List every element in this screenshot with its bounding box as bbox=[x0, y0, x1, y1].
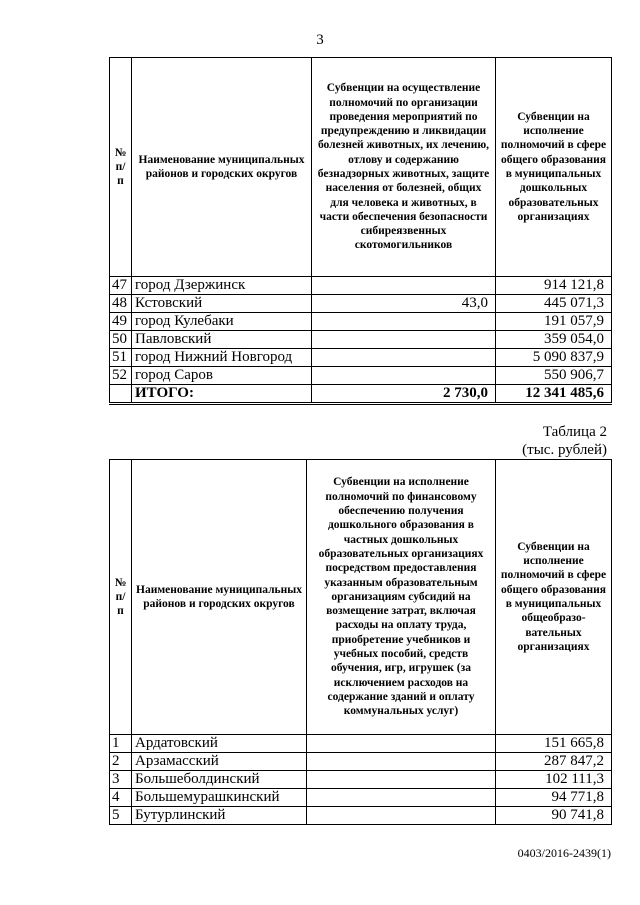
row-num: 47 bbox=[110, 277, 132, 295]
row-num: 49 bbox=[110, 313, 132, 331]
row-col1 bbox=[307, 771, 496, 789]
table-2-caption bbox=[522, 423, 607, 459]
table-row bbox=[110, 349, 612, 367]
row-num: 5 bbox=[110, 807, 132, 825]
row-name: город Кулебаки bbox=[132, 313, 312, 331]
row-name: Арзамасский bbox=[132, 753, 307, 771]
row-num: 1 bbox=[110, 735, 132, 753]
row-name: Кстовский bbox=[132, 295, 312, 313]
total-row bbox=[110, 385, 612, 404]
row-col1 bbox=[312, 277, 496, 295]
row-col2: 359 054,0 bbox=[496, 331, 612, 349]
row-col1 bbox=[312, 331, 496, 349]
table-row bbox=[110, 313, 612, 331]
row-col2: 445 071,3 bbox=[496, 295, 612, 313]
table-row bbox=[110, 735, 612, 753]
table-2-header bbox=[110, 460, 612, 735]
row-col1 bbox=[307, 735, 496, 753]
header-col1: Субвенции на исполнение полномочий по финансовому обеспечению получения дошкольного образования в частных дошкольных образовательных организациях посредством предоставления указанным образовательным организациям субсидий на возмещение затрат, включая расходы на оплату труда, приобретение учебников и учебных пособий, средств обучения, игр, игрушек (за исключением расходов на содержание зданий и оплату коммунальных услуг) bbox=[307, 460, 496, 735]
header-col2: Субвенции на исполнение полномочий в сфере общего образования в муниципальных общеобразо-вательных организациях bbox=[496, 460, 612, 735]
row-name: Большемурашкинский bbox=[132, 789, 307, 807]
header-num: № п/п bbox=[110, 58, 132, 277]
row-name: Ардатовский bbox=[132, 735, 307, 753]
row-col2: 287 847,2 bbox=[496, 753, 612, 771]
row-name: город Нижний Новгород bbox=[132, 349, 312, 367]
row-name: Большеболдинский bbox=[132, 771, 307, 789]
total-label: ИТОГО: bbox=[132, 385, 312, 404]
table-2-units: (тыс. рублей) bbox=[522, 442, 607, 458]
table-row bbox=[110, 277, 612, 295]
table-row bbox=[110, 807, 612, 825]
total-col1: 2 730,0 bbox=[312, 385, 496, 404]
row-col2: 102 111,3 bbox=[496, 771, 612, 789]
table-2 bbox=[109, 459, 612, 825]
row-col2: 94 771,8 bbox=[496, 789, 612, 807]
row-name: город Саров bbox=[132, 367, 312, 385]
row-name: город Дзержинск bbox=[132, 277, 312, 295]
row-col2: 90 741,8 bbox=[496, 807, 612, 825]
row-col1 bbox=[307, 807, 496, 825]
row-num: 48 bbox=[110, 295, 132, 313]
header-name: Наименование муниципальных районов и городских округов bbox=[132, 58, 312, 277]
total-col2: 12 341 485,6 bbox=[496, 385, 612, 404]
table-row bbox=[110, 331, 612, 349]
row-col1 bbox=[312, 313, 496, 331]
row-col2: 5 090 837,9 bbox=[496, 349, 612, 367]
row-num: 51 bbox=[110, 349, 132, 367]
row-col1 bbox=[312, 367, 496, 385]
row-name: Павловский bbox=[132, 331, 312, 349]
row-col1: 43,0 bbox=[312, 295, 496, 313]
row-num: 2 bbox=[110, 753, 132, 771]
row-col2: 914 121,8 bbox=[496, 277, 612, 295]
header-col2: Субвенции на исполнение полномочий в сфере общего образования в муниципальных дошкольных образовательных организациях bbox=[496, 58, 612, 277]
table-row bbox=[110, 367, 612, 385]
table-row bbox=[110, 753, 612, 771]
row-col1 bbox=[312, 349, 496, 367]
table-1-header bbox=[110, 58, 612, 277]
row-num: 4 bbox=[110, 789, 132, 807]
document-code: 0403/2016-2439(1) bbox=[517, 846, 611, 860]
table-row bbox=[110, 295, 612, 313]
row-num: 52 bbox=[110, 367, 132, 385]
table-row bbox=[110, 771, 612, 789]
row-num: 50 bbox=[110, 331, 132, 349]
row-num: 3 bbox=[110, 771, 132, 789]
row-col2: 151 665,8 bbox=[496, 735, 612, 753]
row-col1 bbox=[307, 789, 496, 807]
header-col1: Субвенции на осуществление полномочий по организации проведения мероприятий по предупреждению и ликвидации болезней животных, их лечению, отлову и содержанию безнадзорных животных, защите населения от болезней, общих для человека и животных, в части обеспечения безопасности сибиреязвенных скотомогильников bbox=[312, 58, 496, 277]
table-2-title: Таблица 2 bbox=[542, 424, 607, 440]
row-col1 bbox=[307, 753, 496, 771]
table-1 bbox=[109, 57, 612, 405]
row-col2: 550 906,7 bbox=[496, 367, 612, 385]
header-name: Наименование муниципальных районов и городских округов bbox=[132, 460, 307, 735]
row-name: Бутурлинский bbox=[132, 807, 307, 825]
total-num bbox=[110, 385, 132, 404]
table-row bbox=[110, 789, 612, 807]
row-col2: 191 057,9 bbox=[496, 313, 612, 331]
header-num: № п/п bbox=[110, 460, 132, 735]
page-number: 3 bbox=[316, 32, 324, 48]
